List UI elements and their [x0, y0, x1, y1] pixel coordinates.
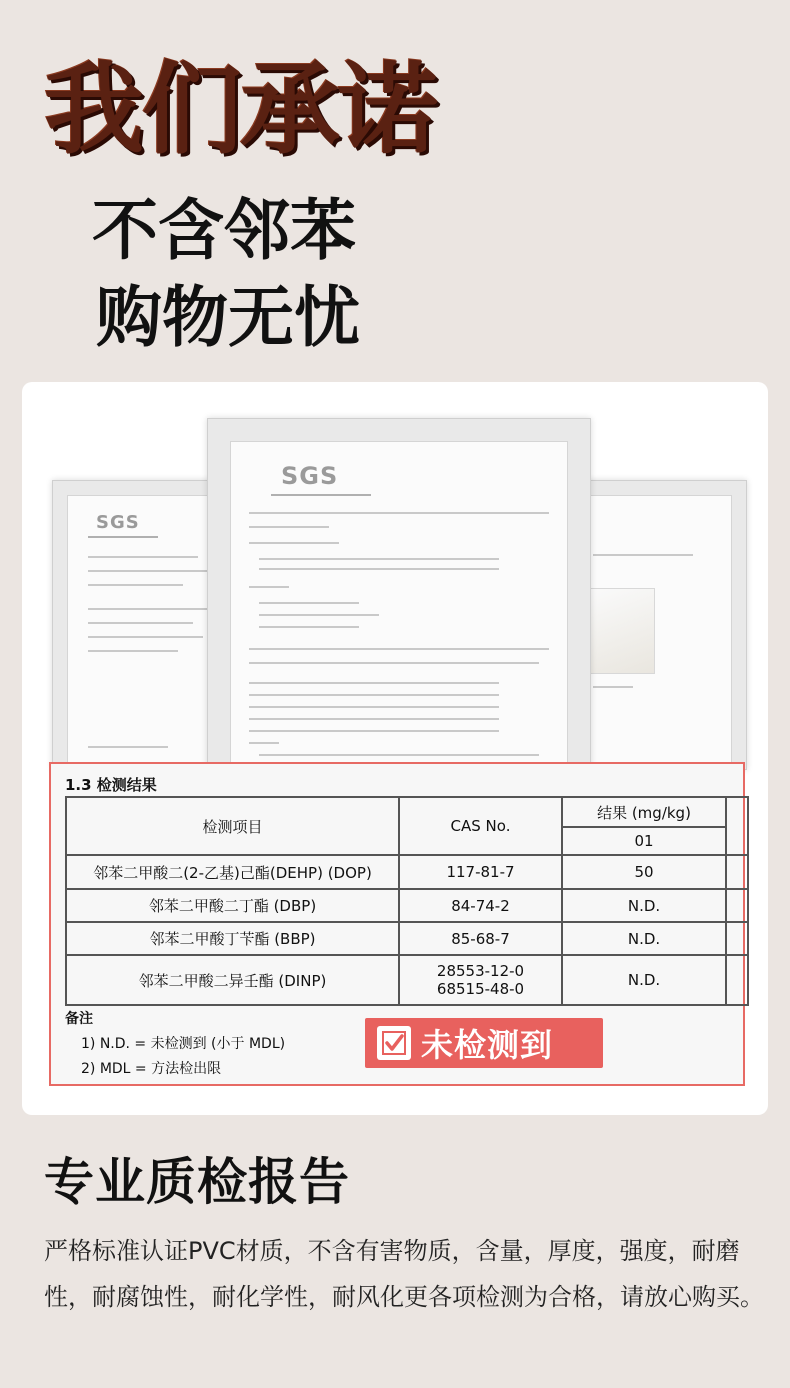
- cell-item: 邻苯二甲酸二丁酯 (DBP): [66, 889, 399, 922]
- document-line: [249, 648, 549, 650]
- document-line: [88, 584, 183, 586]
- table-cell: [726, 955, 748, 1005]
- cell-item: 邻苯二甲酸二异壬酯 (DINP): [66, 955, 399, 1005]
- document-line: [593, 686, 633, 688]
- document-line: [249, 662, 539, 664]
- certificate-card: [22, 382, 768, 1115]
- cell-result: N.D.: [562, 922, 726, 955]
- cell-cas: 84-74-2: [399, 889, 562, 922]
- document-line: [259, 754, 539, 756]
- table-header-row: [66, 797, 748, 827]
- table-cell: [726, 855, 748, 889]
- note-mdl: 2) MDL = 方法检出限: [81, 1061, 222, 1077]
- cell-cas: 85-68-7: [399, 922, 562, 955]
- not-detected-stamp: [365, 1018, 603, 1068]
- sgs-logo-main: SGS: [281, 462, 339, 490]
- note-nd: 1) N.D. = 未检测到 (小于 MDL): [81, 1036, 286, 1052]
- checkmark-icon: [377, 1026, 411, 1060]
- document-line: [249, 526, 329, 528]
- document-line: [259, 568, 499, 570]
- table-cell: [726, 922, 748, 955]
- document-line: [593, 554, 693, 556]
- stamp-label: 未检测到: [421, 1026, 554, 1064]
- subheadline-worry-free: 购物无忧: [96, 279, 360, 356]
- divider: [88, 536, 158, 538]
- document-line: [88, 650, 178, 652]
- document-line: [249, 694, 499, 696]
- document-line: [249, 730, 499, 732]
- table-cell: [726, 889, 748, 922]
- document-line: [88, 556, 198, 558]
- table-row: [66, 955, 748, 1005]
- cell-result: N.D.: [562, 889, 726, 922]
- header-sample-id: 01: [562, 827, 726, 855]
- divider: [271, 494, 371, 496]
- cell-item: 邻苯二甲酸丁苄酯 (BBP): [66, 922, 399, 955]
- table-cell: [726, 797, 748, 855]
- subheadline-no-phthalates: 不含邻苯: [92, 192, 356, 269]
- certificate-frame-left: [52, 480, 212, 770]
- cell-result: 50: [562, 855, 726, 889]
- sgs-logo-left: SGS: [96, 512, 140, 533]
- document-line: [249, 706, 499, 708]
- document-line: [88, 636, 203, 638]
- document-line: [259, 558, 499, 560]
- table-row: [66, 889, 748, 922]
- table-row: [66, 855, 748, 889]
- document-line: [259, 602, 359, 604]
- document-line: [249, 718, 499, 720]
- header-cas-no: CAS No.: [399, 797, 562, 855]
- header-test-item: 检测项目: [66, 797, 399, 855]
- document-line: [249, 682, 499, 684]
- sample-photo: [589, 588, 655, 674]
- table-row: [66, 922, 748, 955]
- document-line: [249, 586, 289, 588]
- document-line: [249, 742, 279, 744]
- document-line: [249, 542, 339, 544]
- results-table: [65, 796, 749, 1006]
- cas-number: 68515-48-0: [436, 980, 525, 998]
- cell-item: 邻苯二甲酸二(2-乙基)己酯(DEHP) (DOP): [66, 855, 399, 889]
- cell-cas: 117-81-7: [399, 855, 562, 889]
- document-line: [259, 626, 359, 628]
- certificate-frame-right: [587, 480, 747, 770]
- document-line: [249, 512, 549, 514]
- document-line: [259, 614, 379, 616]
- cas-number: 28553-12-0: [436, 962, 525, 980]
- test-results-panel: [49, 762, 745, 1086]
- certificate-frame-main: [207, 418, 591, 770]
- cell-cas: [399, 955, 562, 1005]
- document-line: [88, 622, 193, 624]
- section-title: 专业质检报告: [44, 1153, 350, 1211]
- document-line: [88, 746, 168, 748]
- header-result: 结果 (mg/kg): [562, 797, 726, 827]
- document-line: [88, 608, 208, 610]
- results-section-title: 1.3 检测结果: [65, 776, 157, 794]
- headline: 我们承诺: [44, 51, 436, 168]
- cell-result: N.D.: [562, 955, 726, 1005]
- notes: [65, 1007, 285, 1082]
- document-line: [88, 570, 208, 572]
- description: 严格标准认证PVC材质，不含有害物质，含量，厚度，强度，耐磨性，耐腐蚀性，耐化学性，耐风化更各项检测为合格，请放心购买。: [44, 1237, 764, 1311]
- notes-title: 备注: [65, 1011, 93, 1027]
